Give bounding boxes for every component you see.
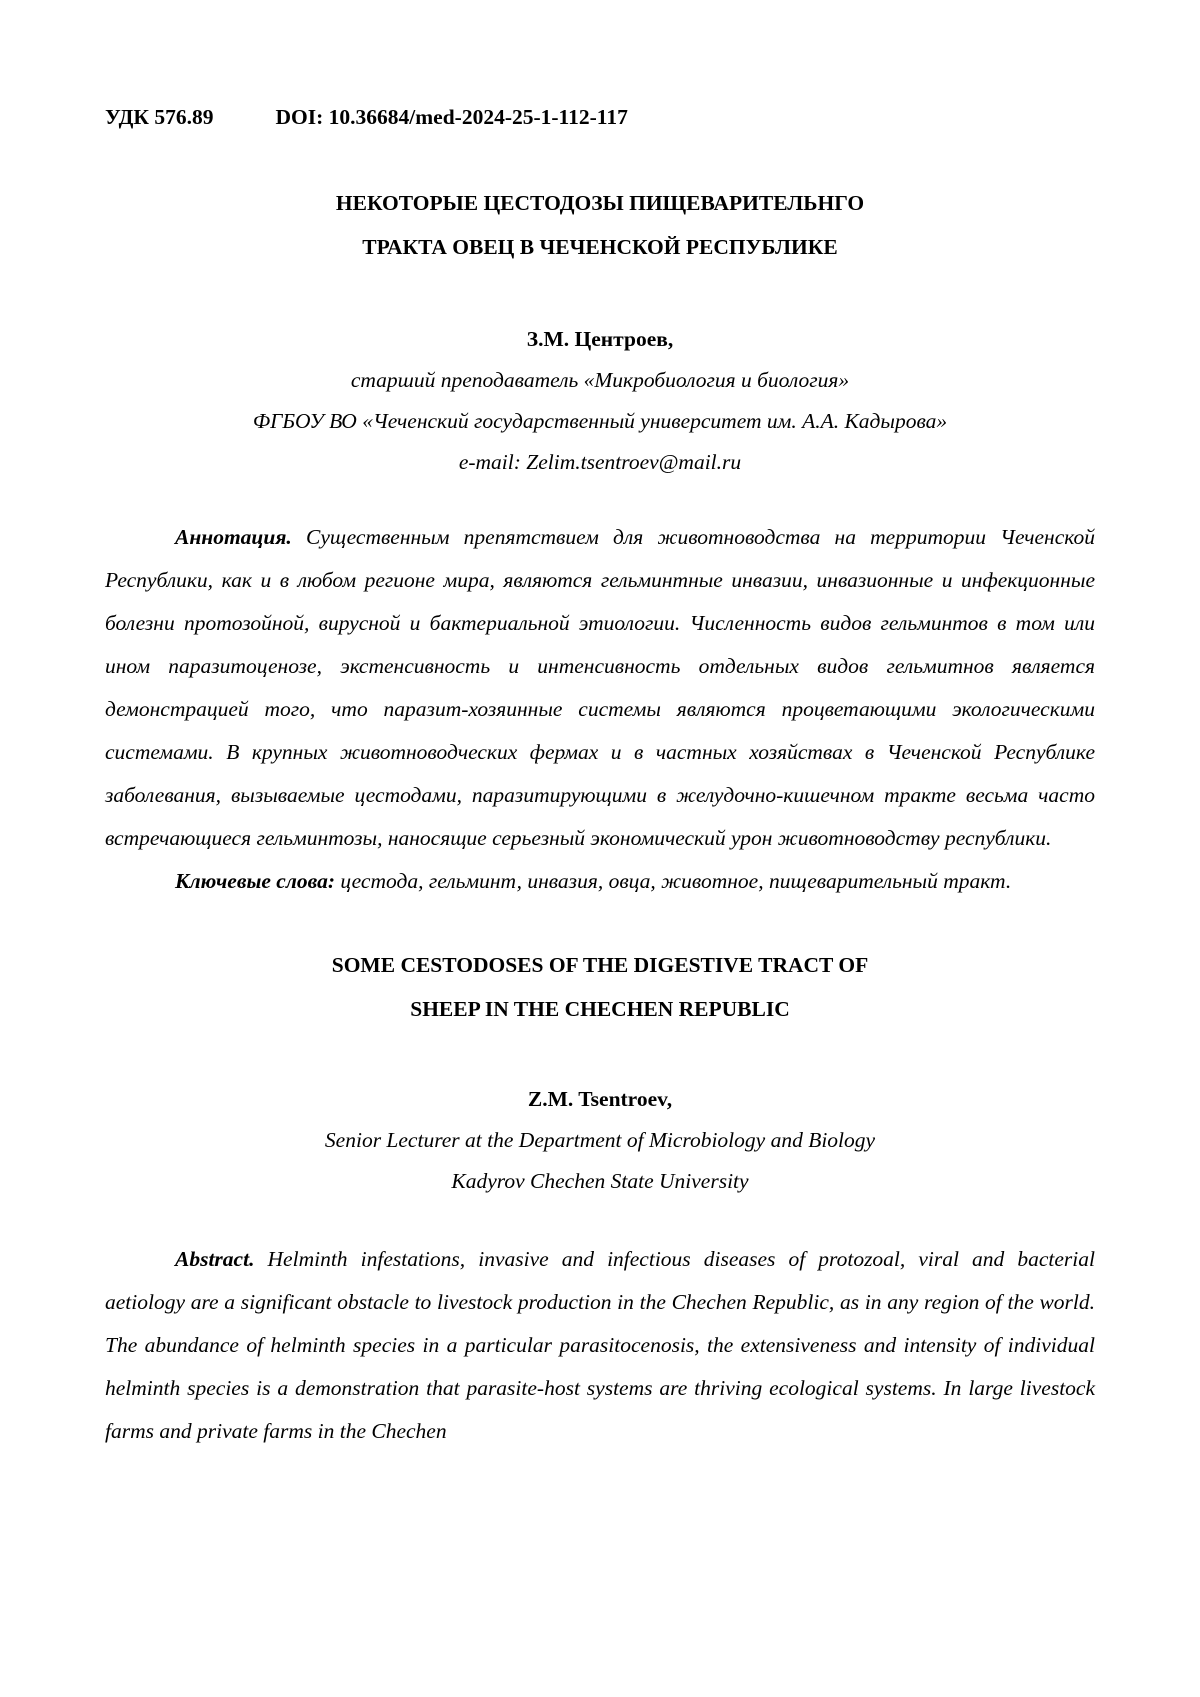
keywords-russian-label: Ключевые слова: — [175, 869, 335, 893]
title-english-line-1: SOME CESTODOSES OF THE DIGESTIVE TRACT OF — [331, 953, 869, 977]
title-russian-line-1: НЕКОТОРЫЕ ЦЕСТОДОЗЫ ПИЩЕВАРИТЕЛЬНГО — [335, 191, 865, 215]
author-email: e-mail: Zelim.tsentroev@mail.ru — [458, 450, 742, 474]
udk-doi-line — [105, 103, 1095, 131]
abstract-english-text: Helminth infestations, invasive and infectious diseases of protozoal, viral and bacterial aetiology are a significant obstacle to livestock production in the Chechen Republic, as in any region of the world. The abundance of helminth species in a particular parasitocenosis, the extensiveness and intensity of individual helminth species is a demonstration that parasite-host systems are thriving ecological systems. In large livestock farms and private farms in the Chechen — [105, 1247, 1095, 1443]
abstract-english-label: Abstract. — [175, 1247, 255, 1271]
abstract-english — [105, 1238, 1095, 1453]
affiliation-english-1: Senior Lecturer at the Department of Microbiology and Biology — [324, 1128, 876, 1152]
doi-number: DOI: 10.36684/med-2024-25-1-112-117 — [275, 105, 628, 129]
affiliation-russian-1: старший преподаватель «Микробиология и биология» — [350, 368, 850, 392]
affiliation-english-2: Kadyrov Chechen State University — [451, 1169, 749, 1193]
author-russian: З.М. Центроев, — [526, 327, 674, 351]
abstract-russian — [105, 516, 1095, 860]
affiliation-russian-2: ФГБОУ ВО «Чеченский государственный университет им. А.А. Кадырова» — [252, 409, 948, 433]
keywords-russian — [105, 860, 1095, 903]
abstract-russian-text: Существенным препятствием для животноводства на территории Чеченской Республики, как и в любом регионе мира, являются гельминтные инвазии, инвазионные и инфекционные болезни протозойной, вирусной и бактериальной этиологии. Численность видов гельминтов в том или ином паразитоценозе, экстенсивность и интенсивность отдельных видов гельмитнов является демонстрацией того, что паразит-хозяинные системы являются процветающими экологическими системами. В крупных животноводческих фермах и в частных хозяйствах в Чеченской Республике заболевания, вызываемые цестодами, паразитирующими в желудочно-кишечном тракте весьма часто встречающиеся гельминтозы, наносящие серьезный экономический урон животноводству республики. — [105, 525, 1095, 850]
abstract-russian-label: Аннотация. — [175, 525, 292, 549]
keywords-russian-text: цестода, гельминт, инвазия, овца, животное, пищеварительный тракт. — [340, 869, 1012, 893]
byline-russian — [105, 319, 1095, 483]
title-russian-line-2: ТРАКТА ОВЕЦ В ЧЕЧЕНСКОЙ РЕСПУБЛИКЕ — [362, 235, 838, 259]
title-english — [105, 943, 1095, 1031]
udk-number: УДК 576.89 — [105, 105, 214, 129]
title-russian — [105, 181, 1095, 269]
title-english-line-2: SHEEP IN THE CHECHEN REPUBLIC — [410, 997, 790, 1021]
byline-english — [105, 1079, 1095, 1202]
author-english: Z.M. Tsentroev, — [527, 1087, 673, 1111]
